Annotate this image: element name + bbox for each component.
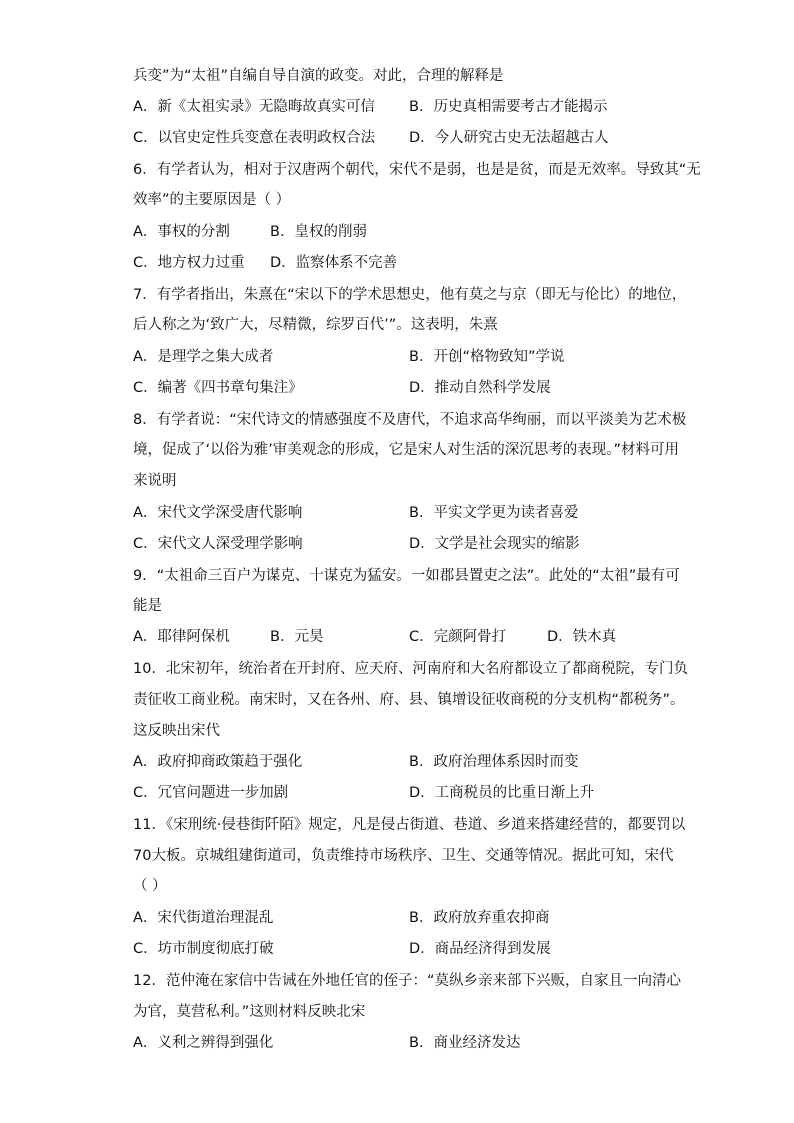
q6-option-d: D．监察体系不完善	[270, 255, 398, 271]
q7-option-b: B．开创“格物致知”学说	[409, 349, 565, 365]
q8-option-b: B．平实文学更为读者喜爱	[409, 505, 579, 521]
q8-stem-line3: 来说明	[133, 473, 177, 489]
q9-option-c: C．完颜阿骨打	[409, 629, 507, 645]
q10-option-b: B．政府治理体系因时而变	[409, 754, 579, 770]
q12-option-b: B．商业经济发达	[409, 1035, 521, 1051]
q6-stem-line1: 6．有学者认为，相对于汉唐两个朝代，宋代不是弱，也是是贫，而是无效率。导致其“无	[133, 162, 701, 178]
q5-stem-tail: 兵变”为“太祖”自编自导自演的政变。对此，合理的解释是	[133, 68, 504, 84]
q10-stem-line1: 10．北宋初年，统治者在开封府、应天府、河南府和大名府都设立了都商税院，专门负	[133, 661, 688, 677]
q5-option-a: A．新《太祖实录》无隐晦故真实可信	[133, 99, 375, 115]
q11-stem-line3: （ ）	[133, 878, 167, 894]
q9-option-b: B．元昊	[270, 629, 324, 645]
q6-option-b: B．皇权的削弱	[270, 224, 367, 240]
q10-stem-line2: 责征收工商业税。南宋时，又在各州、府、县、镇增设征收商税的分支机构“都税务”。	[133, 692, 685, 708]
q10-stem-line3: 这反映出宋代	[133, 723, 220, 739]
q11-option-b: B．政府放弃重农抑商	[409, 910, 550, 926]
q8-option-d: D．文学是社会现实的缩影	[409, 536, 580, 552]
q5-option-d: D．今人研究古史无法超越古人	[409, 130, 609, 146]
q11-stem-line1: 11．《宋刑统·侵巷街阡陌》规定，凡是侵占街道、巷道、乡道来搭建经营的，都要罚以	[133, 817, 686, 833]
q9-option-a: A．耶律阿保机	[133, 629, 230, 645]
q9-option-d: D．铁木真	[547, 629, 617, 645]
q9-stem-line2: 能是	[133, 598, 162, 614]
q7-stem-line2: 后人称之为‘致广大，尽精微，综罗百代’”。这表明，朱熹	[133, 317, 498, 333]
q12-option-a: A．义利之辨得到强化	[133, 1035, 274, 1051]
q7-stem-line1: 7．有学者指出，朱熹在“宋以下的学术思想史，他有莫之与京（即无与伦比）的地位，	[133, 287, 687, 303]
q11-stem-line2: 70大板。京城组建街道司，负责维持市场秩序、卫生、交通等情况。据此可知，宋代	[133, 848, 674, 864]
q7-option-c: C．编著《四书章句集注》	[133, 380, 303, 396]
q6-option-a: A．事权的分割	[133, 224, 230, 240]
q9-stem-line1: 9．“太祖命三百户为谋克、十谋克为猛安。一如郡县置吏之法”。此处的“太祖”最有可	[133, 568, 680, 584]
q6-option-c: C．地方权力过重	[133, 255, 245, 271]
q8-option-a: A．宋代文学深受唐代影响	[133, 505, 303, 521]
q8-stem-line2: 境，促成了‘以俗为雅’审美观念的形成，它是宋人对生活的深沉思考的表现。”材料可用	[133, 442, 679, 458]
q12-stem-line2: 为官，莫营私利。”这则材料反映北宋	[133, 1004, 366, 1020]
q10-option-c: C．冗官问题进一步加剧	[133, 785, 289, 801]
q11-option-c: C．坊市制度彻底打破	[133, 941, 274, 957]
q10-option-d: D．工商税员的比重日渐上升	[409, 785, 595, 801]
q12-stem-line1: 12．范仲淹在家信中告诫在外地任官的侄子：“莫纵乡亲来部下兴贩，自家且一向清心	[133, 973, 681, 989]
q11-option-d: D．商品经济得到发展	[409, 941, 551, 957]
q11-option-a: A．宋代街道治理混乱	[133, 910, 274, 926]
q10-option-a: A．政府抑商政策趋于强化	[133, 754, 303, 770]
q6-stem-line2: 效率”的主要原因是（ ）	[133, 192, 291, 208]
q7-option-d: D．推动自然科学发展	[409, 380, 551, 396]
q8-option-c: C．宋代文人深受理学影响	[133, 536, 303, 552]
q8-stem-line1: 8．有学者说：“宋代诗文的情感强度不及唐代，不追求高华绚丽，而以平淡美为艺术极	[133, 412, 687, 428]
q5-option-c: C．以官史定性兵变意在表明政权合法	[133, 130, 376, 146]
q5-option-b: B．历史真相需要考古才能揭示	[409, 99, 608, 115]
q7-option-a: A．是理学之集大成者	[133, 349, 274, 365]
